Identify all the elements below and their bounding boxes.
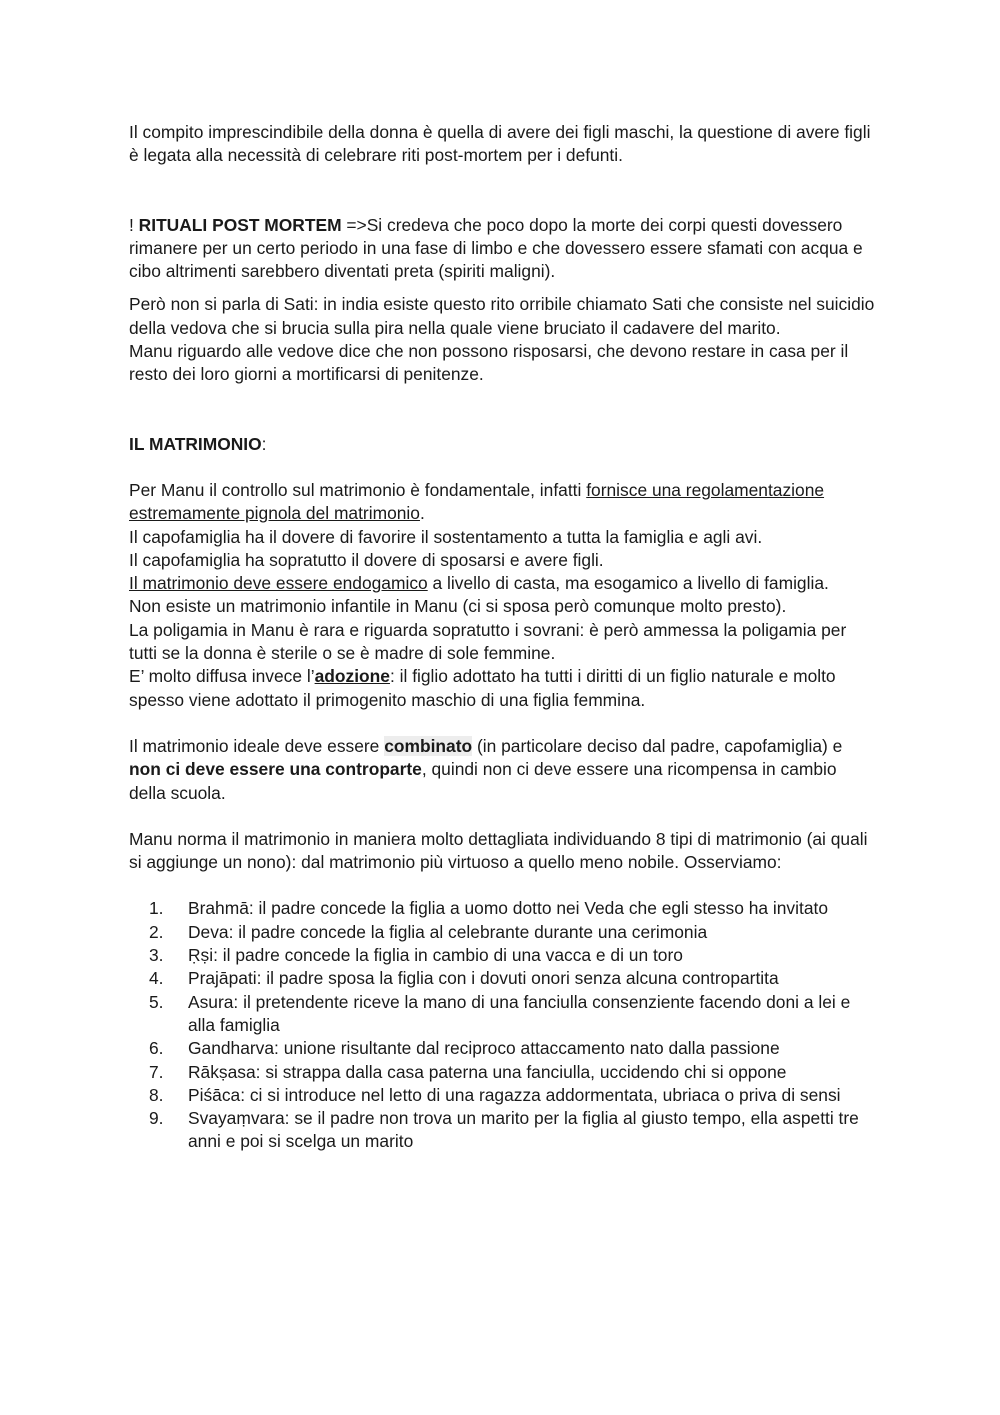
list-item bbox=[129, 921, 877, 944]
list-item-text: Piśāca: ci si introduce nel letto di una ragazza addormentata, ubriaca o priva di sensi bbox=[188, 1084, 841, 1105]
list-item bbox=[129, 991, 877, 1038]
rituali-text: =>Si credeva che poco dopo la morte dei corpi questi dovessero rimanere per un certo periodo in una fase di limbo e che dovessero essere sfamati con acqua e cibo altrimenti sarebbero diventati preta (spiriti maligni). bbox=[129, 214, 863, 282]
paragraph-sati: Però non si parla di Sati: in india esiste questo rito orribile chiamato Sati che consiste nel suicidio della vedova che si brucia sulla pira nella quale viene bruciato il cadavere del marito. bbox=[129, 294, 875, 338]
matrimonio-heading: IL MATRIMONIO bbox=[129, 433, 262, 454]
paragraph-ideale bbox=[129, 735, 877, 805]
m7-bold: adozione bbox=[314, 666, 390, 687]
list-item bbox=[129, 1084, 877, 1107]
paragraph-endogamico bbox=[129, 572, 877, 595]
m4-underlined: Il matrimonio deve essere endogamico bbox=[129, 573, 428, 594]
m4-post: a livello di casta, ma esogamico a livello di famiglia. bbox=[427, 573, 829, 594]
rituali-prefix: ! bbox=[129, 214, 139, 235]
ideale-mid: (in particolare deciso dal padre, capofamiglia) e bbox=[472, 735, 843, 756]
section-heading-matrimonio bbox=[129, 433, 877, 456]
list-item-text: Svayaṃvara: se il padre non trova un marito per la figlia al giusto tempo, ella aspetti tre anni e poi si scelga un marito bbox=[188, 1108, 859, 1152]
list-item-text: Rākṣasa: si strappa dalla casa paterna una fanciulla, uccidendo chi si oppone bbox=[188, 1061, 787, 1082]
list-item-text: Ṛṣi: il padre concede la figlia in cambio di una vacca e di un toro bbox=[188, 945, 683, 966]
list-item-number: 5. bbox=[149, 991, 164, 1012]
list-item-number: 4. bbox=[149, 968, 164, 989]
rituali-heading: RITUALI POST MORTEM bbox=[138, 214, 342, 235]
m1-post: . bbox=[419, 503, 425, 524]
list-item bbox=[129, 1061, 877, 1084]
paragraph-infantile: Non esiste un matrimonio infantile in Manu (ci si sposa però comunque molto presto). bbox=[129, 596, 787, 617]
paragraph-poligamia: La poligamia in Manu è rara e riguarda sopratutto i sovrani: è però ammessa la poligamia per tutti se la donna è sterile o se è madre di sole femmine. bbox=[129, 619, 847, 664]
paragraph-sposarsi: Il capofamiglia ha sopratutto il dovere di sposarsi e avere figli. bbox=[129, 549, 604, 570]
list-item-text: Gandharva: unione risultante dal reciproco attaccamento nato dalla passione bbox=[188, 1038, 780, 1059]
list-item bbox=[129, 944, 877, 967]
list-item-text: Asura: il pretendente riceve la mano di una fanciulla consenziente facendo doni a lei e alla famiglia bbox=[188, 991, 851, 1035]
paragraph-compito: Il compito imprescindibile della donna è quella di avere dei figli maschi, la questione di avere figli è legata alla necessità di celebrare riti post-mortem per i defunti. bbox=[129, 122, 871, 166]
list-item-text: Deva: il padre concede la figlia al celebrante durante una cerimonia bbox=[188, 921, 708, 942]
list-item-text: Brahmā: il padre concede la figlia a uomo dotto nei Veda che egli stesso ha invitato bbox=[188, 898, 828, 919]
marriage-types-list bbox=[129, 897, 877, 1153]
paragraph-controllo bbox=[129, 479, 877, 526]
list-item-number: 2. bbox=[149, 921, 164, 942]
list-item-text: Prajāpati: il padre sposa la figlia con i dovuti onori senza alcuna contropartita bbox=[188, 968, 779, 989]
paragraph-adozione bbox=[129, 665, 877, 712]
list-item-number: 7. bbox=[149, 1061, 164, 1082]
m1-pre: Per Manu il controllo sul matrimonio è fondamentale, infatti bbox=[129, 479, 587, 500]
paragraph-vedove: Manu riguardo alle vedove dice che non possono risposarsi, che devono restare in casa per il resto dei loro giorni a mortificarsi di penitenze. bbox=[129, 341, 849, 385]
list-item bbox=[129, 1107, 877, 1154]
list-item-number: 8. bbox=[149, 1084, 164, 1105]
matrimonio-colon: : bbox=[261, 433, 267, 454]
list-item-number: 3. bbox=[149, 945, 164, 966]
paragraph-rituali bbox=[129, 214, 877, 284]
list-item bbox=[129, 967, 877, 990]
list-item-number: 6. bbox=[149, 1038, 164, 1059]
list-item-number: 1. bbox=[149, 898, 164, 919]
list-item bbox=[129, 1037, 877, 1060]
document-page bbox=[129, 121, 877, 1154]
ideale-bold-controparte: non ci deve essere una controparte bbox=[129, 759, 422, 780]
ideale-post: , quindi non ci deve essere una ricompensa in cambio della scuola. bbox=[129, 759, 837, 803]
m7-pre: E’ molto diffusa invece l’ bbox=[129, 666, 315, 687]
ideale-pre: Il matrimonio ideale deve essere bbox=[129, 735, 385, 756]
ideale-bold-combinato: combinato bbox=[384, 735, 473, 756]
paragraph-sostentamento: Il capofamiglia ha il dovere di favorire il sostentamento a tutta la famiglia e agli avi. bbox=[129, 526, 763, 547]
m1-underlined: fornisce una regolamentazione estremamente pignola del matrimonio bbox=[129, 479, 825, 524]
paragraph-norma: Manu norma il matrimonio in maniera molto dettagliata individuando 8 tipi di matrimonio (ai quali si aggiunge un nono): dal matrimonio più virtuoso a quello meno nobile. Osserviamo: bbox=[129, 828, 868, 873]
list-item bbox=[129, 897, 877, 920]
m7-post: : il figlio adottato ha tutti i diritti di un figlio naturale e molto spesso viene adottato il primogenito maschio di una figlia femmina. bbox=[129, 666, 836, 710]
list-item-number: 9. bbox=[149, 1108, 164, 1129]
